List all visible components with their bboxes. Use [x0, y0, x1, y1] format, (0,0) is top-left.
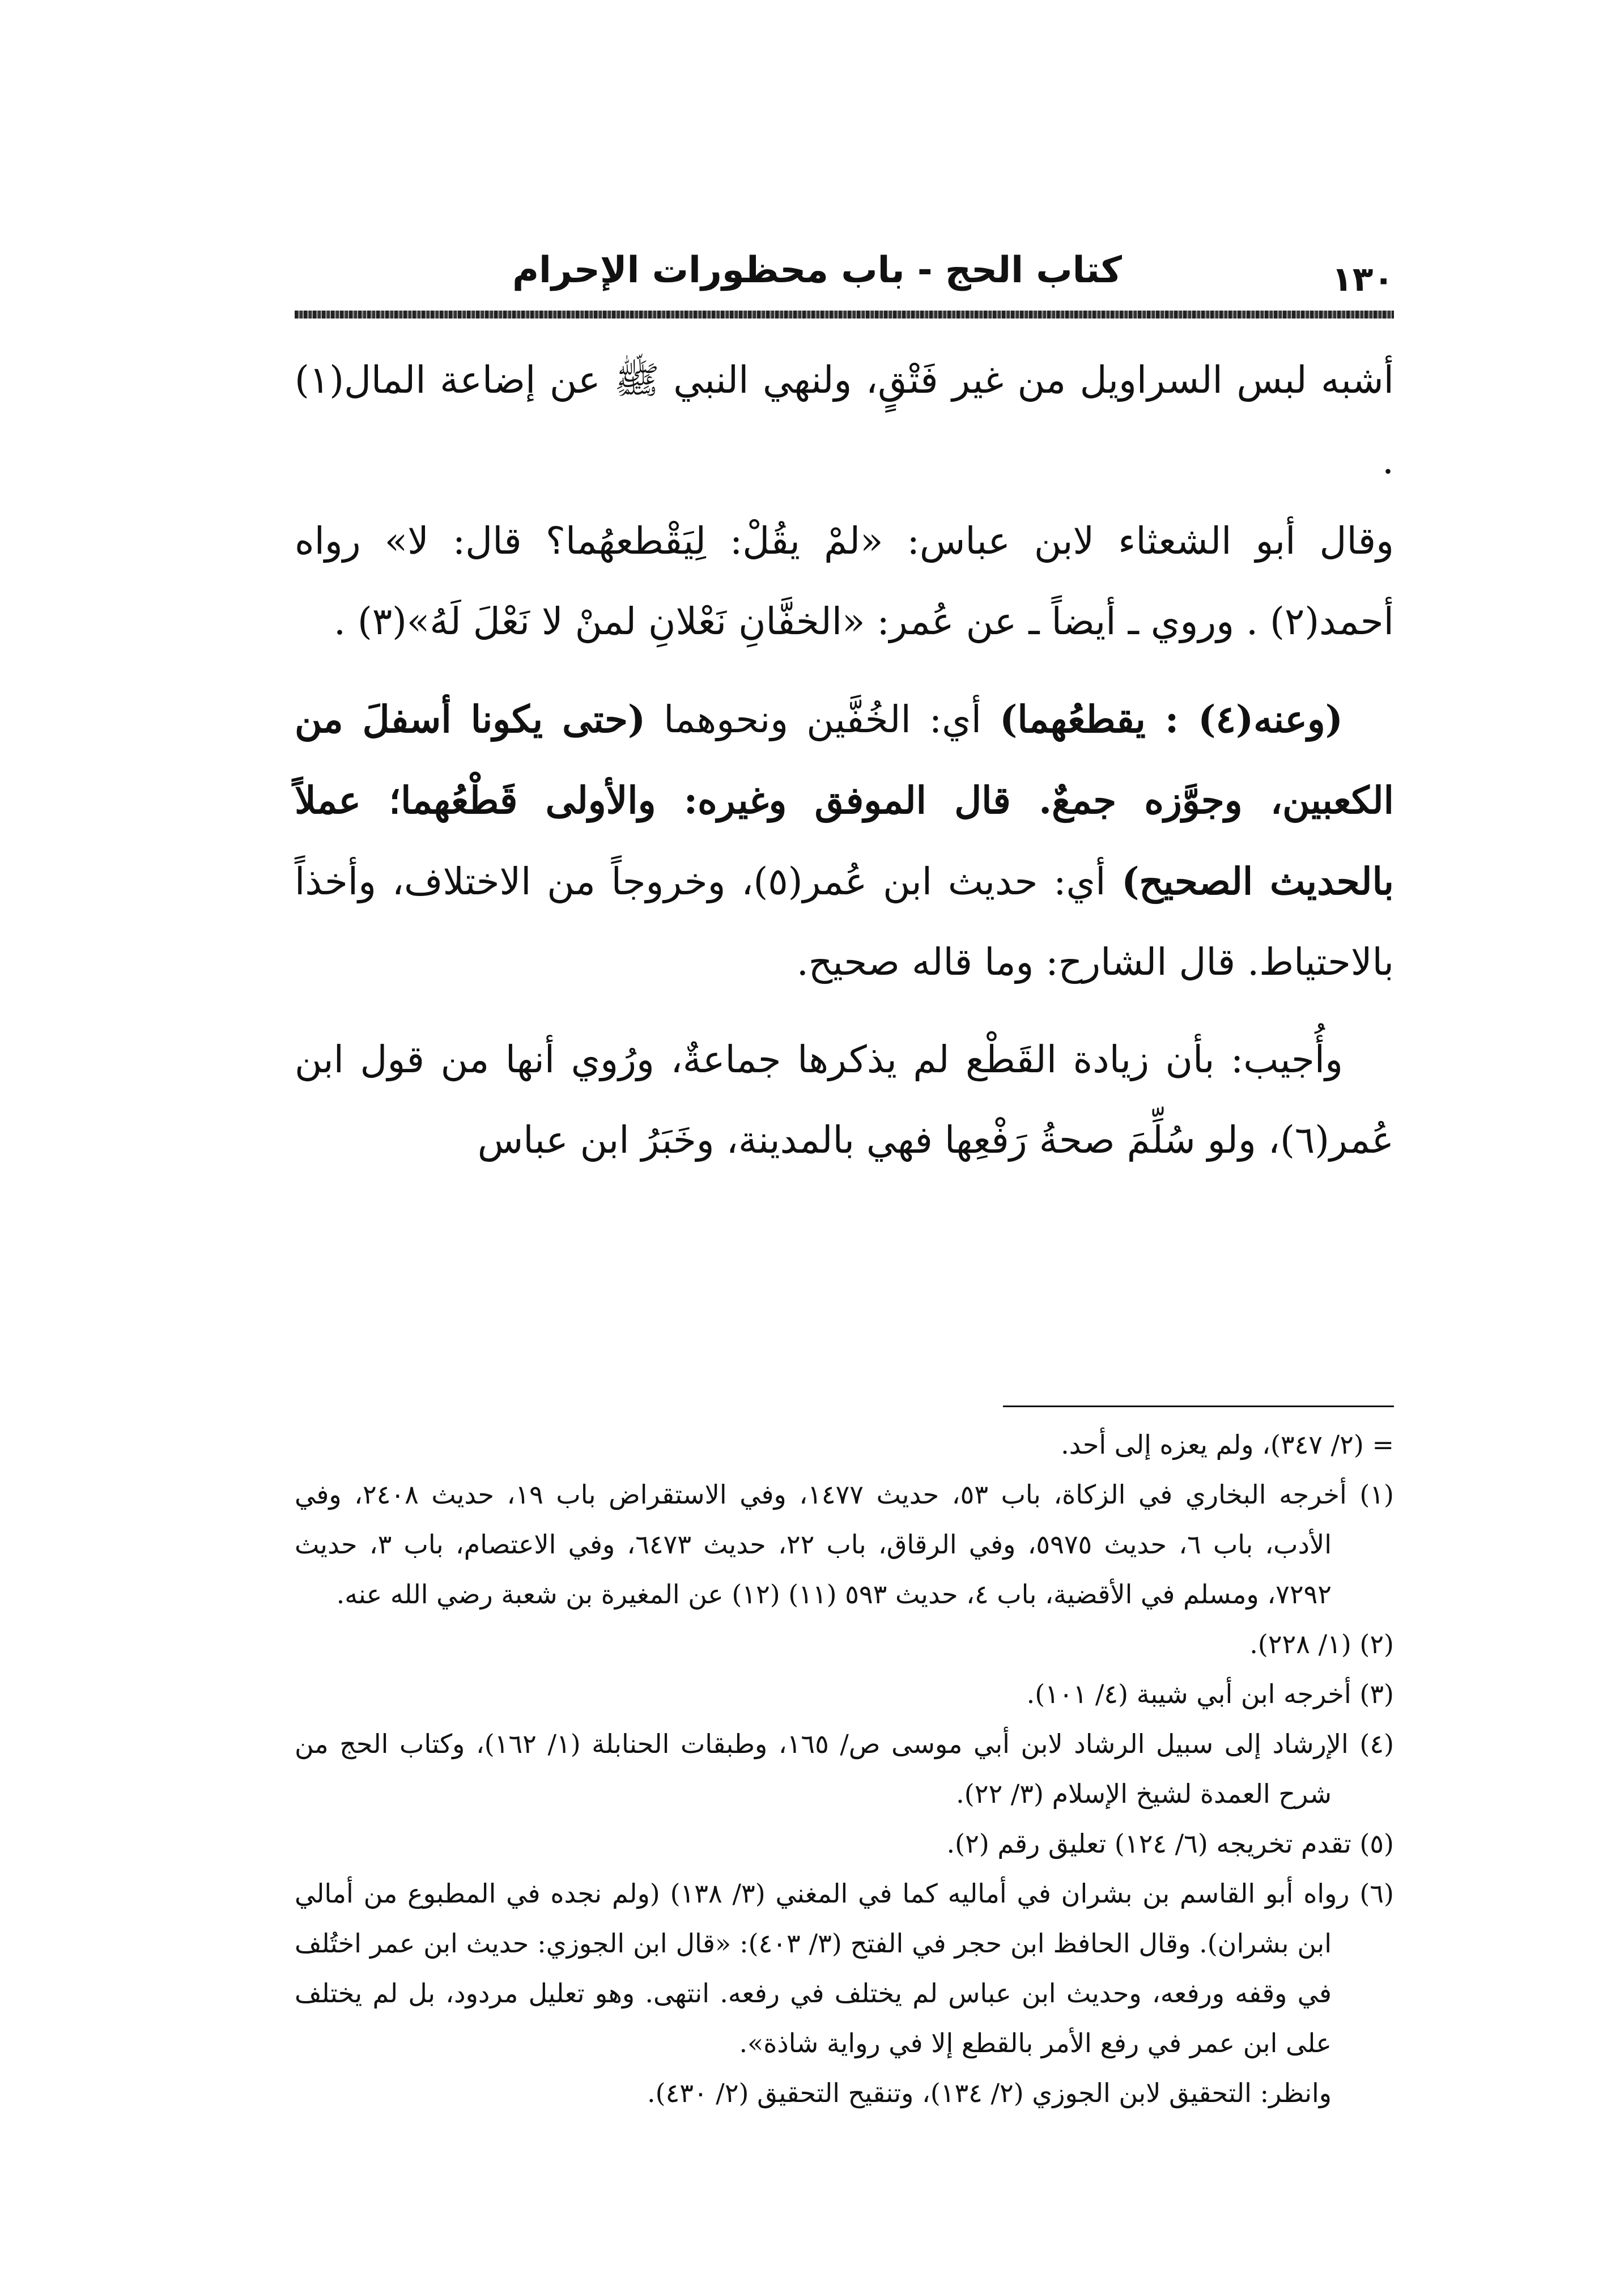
- header-rule: [295, 311, 1394, 319]
- running-title: كتاب الحج - باب محظورات الإحرام: [512, 249, 1122, 291]
- paragraph-2: وقال أبو الشعثاء لابن عباس: «لمْ يقُلْ: لِيَقْطعهُما؟ قال: لا» رواه أحمد(٢) . وروي ـ أيضاً ـ عن عُمر: «الخفَّانِ نَعْلانِ لمنْ لا نَعْلَ لَهُ»(٣) .: [295, 519, 1394, 643]
- matn-quote-1: (وعنه(٤) : يقطعُهما): [1000, 697, 1343, 741]
- footnote-3: (٣) أخرجه ابن أبي شيبة (٤/ ١٠١).: [1026, 1679, 1394, 1709]
- page-number: ١٣٠: [1332, 260, 1394, 299]
- matn-quote-2: (حتى يكونا أسفلَ من الكعبين، وجوَّزه جمعٌ. قال الموفق وغيره: والأولى قَطْعُهما؛ عملاً بالحديث الصحيح): [295, 697, 1394, 903]
- page-header: [295, 238, 1394, 323]
- footnote-2: (٢) (١/ ٢٢٨).: [1249, 1629, 1394, 1659]
- commentary-2: أي: حديث ابن عُمر(٥)، وخروجاً من الاختلاف، وأخذاً بالاحتياط. قال الشارح: وما قاله صحيح.: [295, 860, 1394, 984]
- footnote-separator: [1003, 1405, 1394, 1407]
- footnote-5: (٥) تقدم تخريجه (٦/ ١٢٤) تعليق رقم (٢).: [946, 1828, 1394, 1859]
- paragraph-4: وأُجيب: بأن زيادة القَطْع لم يذكرها جماعةٌ، ورُوي أنها من قول ابن عُمر(٦)، ولو سُلِّمَ صحةُ رَفْعِها فهي بالمدينة، وخَبَرُ ابن عباس: [295, 1038, 1394, 1162]
- footnote-4: (٤) الإرشاد إلى سبيل الرشاد لابن أبي موسى ص/ ١٦٥، وطبقات الحنابلة (١/ ١٦٢)، وكتاب الحج من شرح العمدة لشيخ الإسلام (٣/ ٢٢).: [295, 1729, 1395, 1809]
- footnote-1: (١) أخرجه البخاري في الزكاة، باب ٥٣، حديث ١٤٧٧، وفي الاستقراض باب ١٩، حديث ٢٤٠٨، وفي الأدب، باب ٦، حديث ٥٩٧٥، وفي الرقاق، باب ٢٢، حديث ٦٤٧٣، وفي الاعتصام، باب ٣، حديث ٧٢٩٢، ومسلم في الأقضية، باب ٤، حديث ٥٩٣ (١١) (١٢) عن المغيرة بن شعبة رضي الله عنه.: [295, 1479, 1394, 1610]
- paragraph-3: [295, 679, 1394, 1003]
- commentary-1: أي: الخُفَّين ونحوهما: [645, 698, 1000, 741]
- footnote-6: (٦) رواه أبو القاسم بن بشران في أماليه كما في المغني (٣/ ١٣٨) (ولم نجده في المطبوع من أمالي ابن بشران). وقال الحافظ ابن حجر في الفتح (٣/ ٤٠٣): «قال ابن الجوزي: حديث ابن عمر اختُلف في وقفه ورفعه، وحديث ابن عباس لم يختلف في رفعه. انتهى. وهو تعليل مردود، بل لم يختلف على ابن عمر في رفع الأمر بالقطع إلا في رواية شاذة».: [295, 1878, 1394, 2058]
- footnote-6-continued: وانظر: التحقيق لابن الجوزي (٢/ ١٣٤)، وتنقيح التحقيق (٢/ ٤٣٠).: [647, 2078, 1332, 2108]
- footnote-continuation: = (٢/ ٣٤٧)، ولم يعزه إلى أحد.: [1061, 1429, 1394, 1460]
- footnotes: [295, 1420, 1394, 2118]
- main-text: [295, 340, 1394, 1181]
- paragraph-1: أشبه لبس السراويل من غير فَتْقٍ، ولنهي النبي ﷺ عن إضاعة المال(١) .: [295, 358, 1394, 482]
